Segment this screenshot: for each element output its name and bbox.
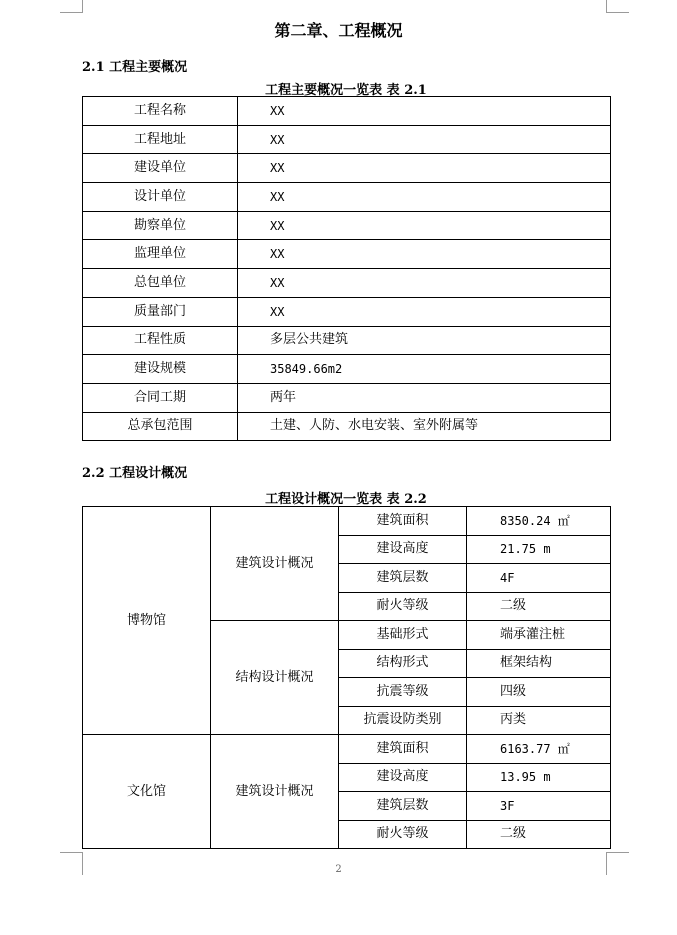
item-label: 抗震等级 (339, 678, 467, 707)
row-label: 总包单位 (83, 269, 238, 298)
item-value: 四级 (467, 678, 611, 707)
row-value: 35849.66m2 (238, 355, 611, 384)
row-label: 工程性质 (83, 326, 238, 355)
crop-mark-top-right (606, 0, 629, 13)
item-value: 4F (467, 564, 611, 593)
item-label: 耐火等级 (339, 820, 467, 849)
design-group-name: 建筑设计概况 (211, 507, 339, 621)
design-overview-table (82, 506, 611, 849)
table-row (83, 154, 611, 183)
section-heading-2-2: 2.2 工程设计概况 (82, 466, 188, 481)
item-value: 二级 (467, 820, 611, 849)
design-group-name: 结构设计概况 (211, 621, 339, 735)
row-value: XX (238, 211, 611, 240)
item-label: 耐火等级 (339, 592, 467, 621)
row-label: 监理单位 (83, 240, 238, 269)
row-value: XX (238, 125, 611, 154)
table-row (83, 125, 611, 154)
row-value: 多层公共建筑 (238, 326, 611, 355)
row-label: 建设单位 (83, 154, 238, 183)
row-value: XX (238, 97, 611, 126)
item-label: 建筑层数 (339, 564, 467, 593)
item-value: 13.95 m (467, 763, 611, 792)
item-value: 8350.24 ㎡ (467, 507, 611, 536)
row-value: 土建、人防、水电安装、室外附属等 (238, 412, 611, 441)
item-label: 建筑层数 (339, 792, 467, 821)
table-row (83, 355, 611, 384)
item-label: 建筑面积 (339, 735, 467, 764)
table-caption-2-1: 工程主要概况一览表 表 2.1 (265, 83, 427, 98)
item-value: 6163.77 ㎡ (467, 735, 611, 764)
table-row (83, 507, 611, 536)
row-value: XX (238, 297, 611, 326)
row-value: 两年 (238, 383, 611, 412)
section-heading-2-1: 2.1 工程主要概况 (82, 60, 188, 75)
table-row (83, 97, 611, 126)
project-overview-table (82, 96, 611, 441)
row-label: 建设规模 (83, 355, 238, 384)
row-label: 工程名称 (83, 97, 238, 126)
table-row (83, 269, 611, 298)
design-group-name: 建筑设计概况 (211, 735, 339, 849)
item-label: 建设高度 (339, 535, 467, 564)
row-label: 合同工期 (83, 383, 238, 412)
row-value: XX (238, 240, 611, 269)
row-label: 工程地址 (83, 125, 238, 154)
item-value: 21.75 m (467, 535, 611, 564)
building-name: 博物馆 (83, 507, 211, 735)
row-label: 设计单位 (83, 183, 238, 212)
item-label: 建筑面积 (339, 507, 467, 536)
table-row (83, 412, 611, 441)
chapter-title: 第二章、工程概况 (274, 21, 403, 40)
row-value: XX (238, 154, 611, 183)
item-label: 结构形式 (339, 649, 467, 678)
table-row (83, 211, 611, 240)
item-value: 丙类 (467, 706, 611, 735)
crop-mark-top-left (60, 0, 83, 13)
table-row (83, 383, 611, 412)
table-row (83, 183, 611, 212)
row-label: 质量部门 (83, 297, 238, 326)
item-label: 建设高度 (339, 763, 467, 792)
item-value: 3F (467, 792, 611, 821)
row-label: 勘察单位 (83, 211, 238, 240)
table-caption-2-2: 工程设计概况一览表 表 2.2 (265, 492, 427, 507)
item-label: 抗震设防类别 (339, 706, 467, 735)
item-value: 端承灌注桩 (467, 621, 611, 650)
item-value: 二级 (467, 592, 611, 621)
item-value: 框架结构 (467, 649, 611, 678)
page-number: 2 (335, 864, 342, 875)
row-value: XX (238, 269, 611, 298)
table-row (83, 326, 611, 355)
building-name: 文化馆 (83, 735, 211, 849)
row-label: 总承包范围 (83, 412, 238, 441)
item-label: 基础形式 (339, 621, 467, 650)
table-row (83, 735, 611, 764)
table-row (83, 297, 611, 326)
table-row (83, 240, 611, 269)
row-value: XX (238, 183, 611, 212)
